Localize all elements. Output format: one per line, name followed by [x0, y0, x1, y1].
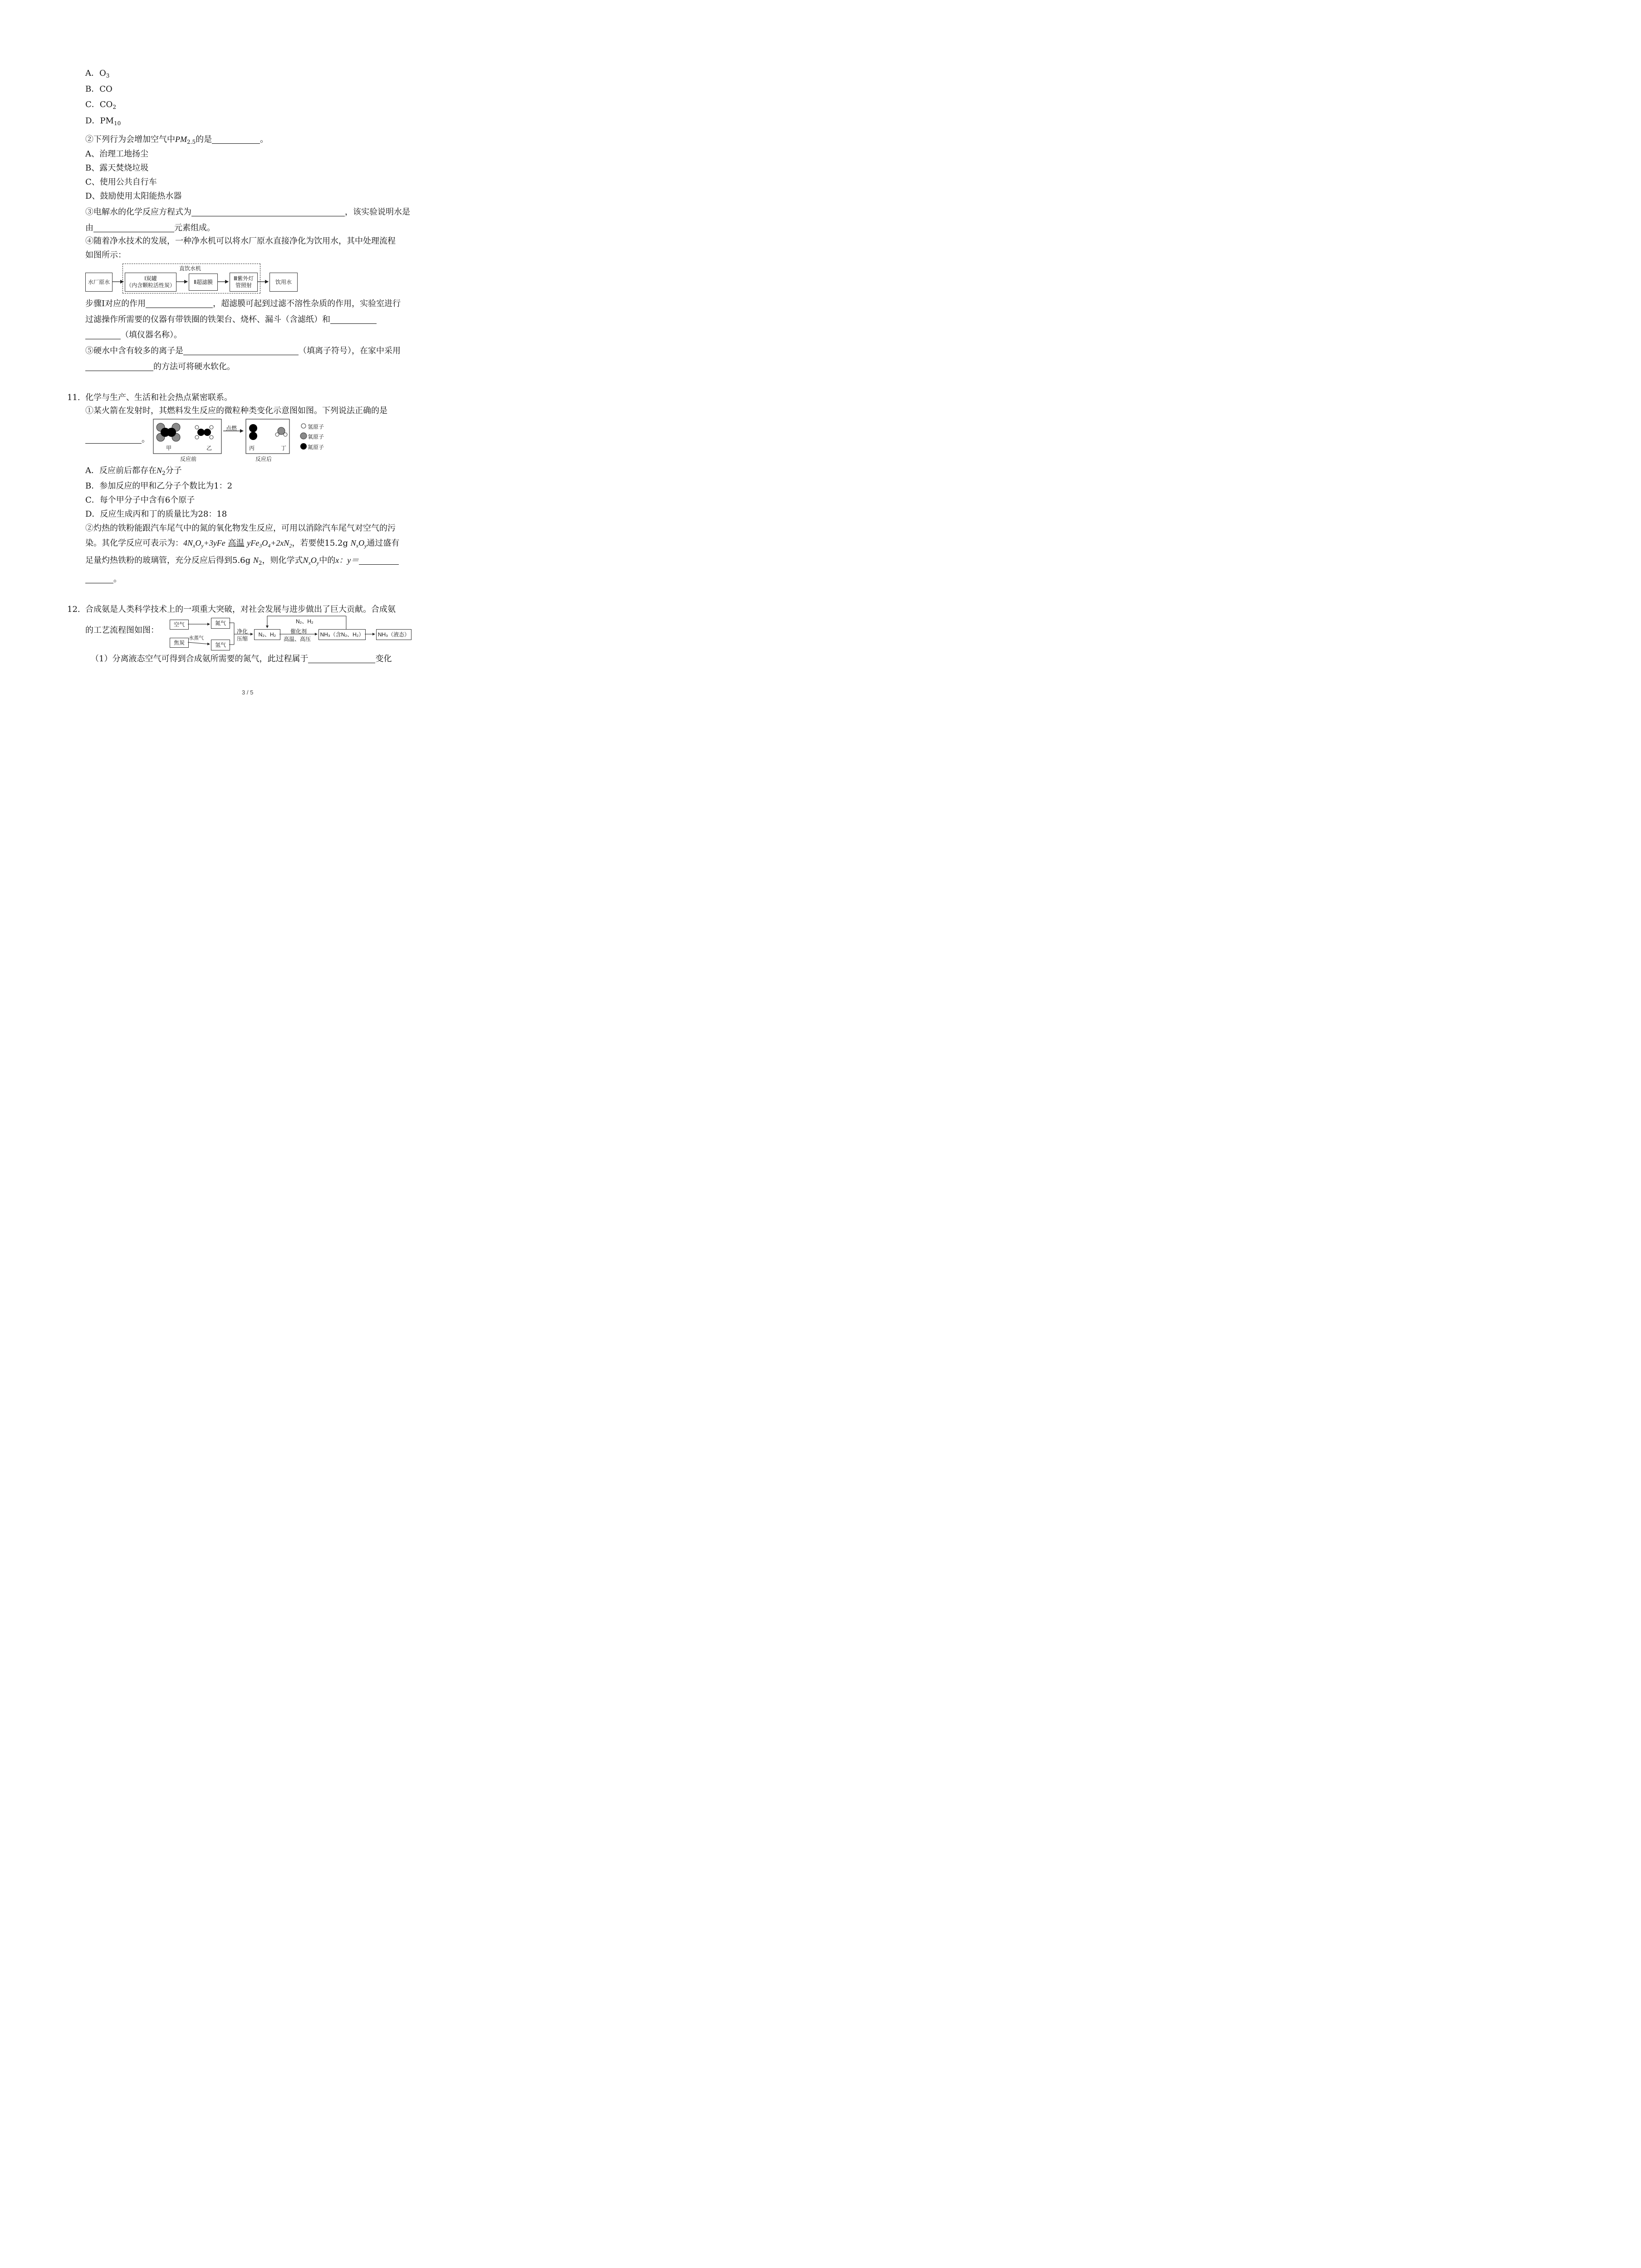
ultrafiltration-box: Ⅱ超滤膜	[189, 274, 218, 291]
q10-part2-option-c: C、使用公共自行车	[85, 177, 157, 187]
q10-part4-line2: 如图所示：	[85, 250, 126, 260]
q10-option-a: A．$O_3$	[85, 68, 110, 79]
nitrogen-box: 氮气	[211, 618, 230, 629]
q10-part2-option-b: B、露天焚烧垃圾	[85, 163, 149, 173]
q11-option-a: A．反应前后都存在$N_2$分子	[85, 466, 182, 476]
carbon-tank-box: Ⅰ炭罐 （内含颗粒活性炭）	[125, 273, 176, 292]
q11-part2-line4: 。	[85, 573, 122, 585]
label-bing: 丙	[249, 445, 255, 451]
ammonia-mixture-box: NH₃（含N₂、H₂）	[318, 629, 366, 640]
q11-part1-blank-line: 。	[85, 434, 150, 445]
ignite-label: 点燃	[226, 425, 237, 431]
q10-part4-line3: 步骤Ⅰ对应的作用 ，超滤膜可起到过滤不溶性杂质的作用，实验室进行	[85, 299, 401, 308]
q11-option-d: D．反应生成丙和丁的质量比为28：18	[85, 509, 227, 519]
catalyst-label: 催化剂	[290, 628, 307, 635]
legend-oxygen: 氧原子	[308, 434, 324, 440]
answer-blank[interactable]	[308, 655, 375, 663]
question-11-number: 11.	[67, 393, 80, 402]
q10-part2-option-d: D、鼓励使用太阳能热水器	[85, 191, 182, 201]
q10-option-d: D．$PM_{10}$	[85, 116, 121, 127]
q11-part2-line3: 足量灼热铁粉的玻璃管，充分反应后得到5.6g $N_2$，则化学式$N_xO_y$中的x：y＝	[85, 554, 399, 567]
raw-water-box: 水厂原水	[85, 273, 113, 292]
q10-part3-line2: 由 元素组成。	[85, 223, 215, 233]
q10-part5-line2: 的方法可将硬水软化。	[85, 361, 235, 373]
q10-part5-line1: ⑤硬水中含有较多的离子是 （填离子符号），在家中采用	[85, 346, 401, 356]
question-12-number: 12.	[67, 605, 80, 614]
label-jia: 甲	[166, 445, 172, 451]
purify-label: 净化	[237, 628, 248, 635]
air-box: 空气	[170, 620, 189, 630]
q12-stem-line2: 的工艺流程图如图：	[85, 626, 159, 635]
recycle-label: N₂、H₂	[296, 618, 314, 625]
label-ding: 丁	[281, 445, 287, 451]
q11-option-c: C．每个甲分子中含有6个原子	[85, 495, 195, 505]
purifier-title: 直饮水机	[179, 265, 201, 272]
q10-option-b: B．CO	[85, 84, 113, 94]
q10-part2-stem: ②下列行为会增加空气中$PM_{2.5}$的是 。	[85, 135, 269, 145]
q12-sub1: （1）分离液态空气可得到合成氨所需要的氮气，此过程属于 变化	[91, 654, 392, 664]
uv-lamp-box: Ⅲ紫外灯 管照射	[230, 273, 258, 292]
coke-box: 焦炭	[170, 638, 189, 648]
n2-h2-mix-box: N₂、H₂	[254, 629, 280, 640]
q10-part2-option-a: A、治理工地扬尘	[85, 149, 148, 159]
ammonia-flow-arrows	[0, 0, 417, 653]
legend-nitrogen: 氮原子	[308, 444, 324, 450]
q10-option-c: C．$CO_2$	[85, 100, 116, 110]
legend-hydrogen: 氢原子	[308, 424, 324, 430]
q12-stem-line1: 合成氨是人类科学技术上的一项重大突破，对社会发展与进步做出了巨大贡献。合成氨	[85, 605, 396, 614]
after-reaction-label: 反应后	[255, 456, 272, 462]
drinking-water-box: 饮用水	[269, 273, 298, 292]
q10-part3-line1: ③电解水的化学反应方程式为 ，该实验说明水是	[85, 207, 410, 217]
label-yi: 乙	[206, 445, 212, 451]
compress-label: 压缩	[237, 635, 248, 642]
q10-part4-line5: （填仪器名称）。	[85, 329, 182, 341]
q11-stem: 化学与生产、生活和社会热点紧密联系。	[85, 393, 232, 402]
q11-option-b: B．参加反应的甲和乙分子个数比为1：2	[85, 481, 233, 491]
steam-label: 水蒸气	[189, 635, 204, 641]
high-temp-pressure-label: 高温、高压	[284, 636, 311, 642]
liquid-ammonia-box: NH₃（液态）	[376, 629, 411, 640]
before-reaction-label: 反应前	[180, 456, 197, 462]
page-number: 3 / 5	[242, 689, 254, 696]
hydrogen-box: 氢气	[211, 640, 230, 650]
reaction-condition: 高温	[228, 538, 245, 548]
q11-part2-line1: ②灼热的铁粉能跟汽车尾气中的氮的氧化物发生反应，可用以消除汽车尾气对空气的污	[85, 523, 396, 533]
q10-part4-line1: ④随着净水技术的发展，一种净水机可以将水厂原水直接净化为饮用水，其中处理流程	[85, 236, 396, 246]
q11-part2-line2: 染。其化学反应可表示为：$4N_xO_y+3yFe$ 高温 $yFe_3O_4+2xN_2$，若要使15.2g $N_xO_y$通过盛有	[85, 538, 400, 549]
q11-part1-stem: ①某火箭在发射时，其燃料发生反应的微粒种类变化示意图如图。下列说法正确的是	[85, 406, 387, 415]
q10-part4-line4: 过滤操作所需要的仪器有带铁圈的铁架台、烧杯、漏斗（含滤纸）和	[85, 314, 377, 326]
